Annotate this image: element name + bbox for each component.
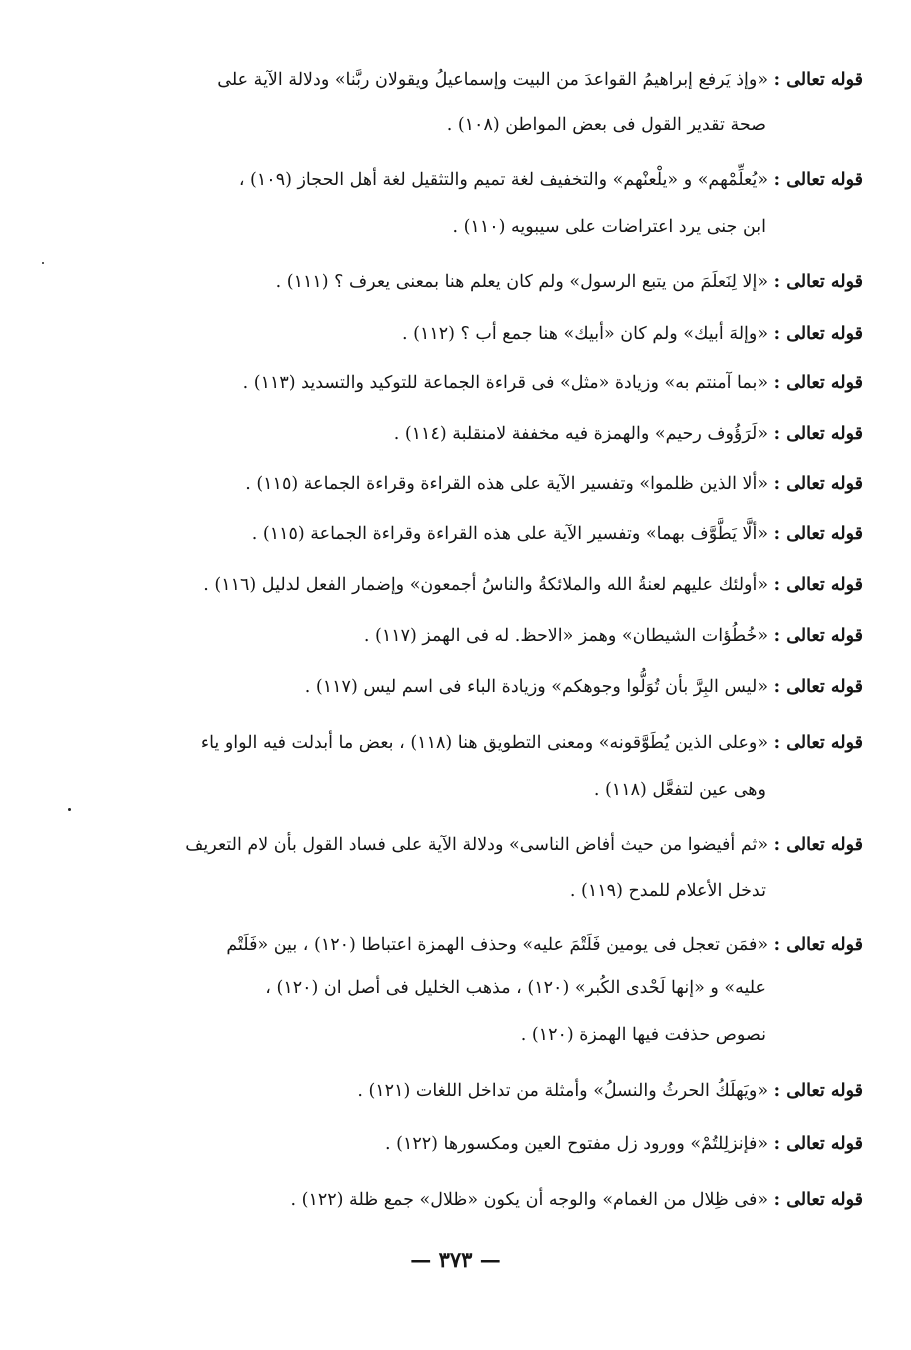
entry-line (364, 626, 863, 646)
entry-line (239, 170, 863, 190)
entry-continuation: عليه» و «إنها لَحْدى الكُبر» (١٢٠) ، مذهب الخليل فى أصل ان (١٢٠) ، (265, 978, 766, 998)
entry-text: «ألَّا يَطَّوَّف بهما» وتفسير الآية على هذه القراءة وقراءة الجماعة (١١٥) . (251, 524, 769, 544)
scan-speck (68, 808, 71, 811)
entry-text: «فإنزلِلتُمْ» وورود زل مفتوح العين ومكسورها (١٢٢) . (385, 1134, 769, 1154)
entry-label: قوله تعالى : (773, 575, 863, 595)
entry-line (203, 575, 863, 595)
entry-text: «وإذ يَرفع إبراهيمُ القواعدَ من البيت وإسماعيلُ ويقولان ربَّنا» ودلالة الآية على (217, 70, 769, 90)
entry-text: «أولئك عليهم لعنةُ الله والملائكةُ والناسُ أجمعون» وإضمار الفعل لدليل (١١٦) . (203, 575, 769, 595)
entry-label: قوله تعالى : (773, 170, 863, 190)
entry-label: قوله تعالى : (773, 324, 863, 344)
entry-text: «ويَهلَكُ الحرثُ والنسلُ» وأمثلة من تداخل اللغات (١٢١) . (357, 1081, 769, 1101)
entry-line (394, 424, 863, 444)
entry-label: قوله تعالى : (773, 935, 863, 955)
entry-line (245, 474, 863, 494)
entry-line (291, 1190, 863, 1210)
entry-text: «ثم أفيضوا من حيث أفاض الناسى» ودلالة الآية على فساد القول بأن لام التعريف (185, 835, 769, 855)
entry-continuation: صحة تقدير القول فى بعض المواطن (١٠٨) . (446, 115, 766, 135)
entry-label: قوله تعالى : (773, 677, 863, 697)
entry-label: قوله تعالى : (773, 1190, 863, 1210)
entry-text: «ليس البِرَّ بأن تُوَلُّوا وجوهكم» وزيادة الباء فى اسم ليس (١١٧) . (304, 677, 769, 697)
entry-text: «يُعلِّمْهم» و «يلْعنْهم» والتخفيف لغة تميم والتثقيل لغة أهل الحجاز (١٠٩) ، (238, 170, 769, 190)
entry-line (385, 1134, 863, 1154)
entry-label: قوله تعالى : (773, 424, 863, 444)
entry-line (305, 677, 863, 697)
entry-line (185, 835, 863, 855)
entry-text: «لَرَؤُوف رحيم» والهمزة فيه مخففة لامنقلبة (١١٤) . (393, 424, 769, 444)
entry-text: «وإلهَ أبيك» ولم كان «أبيك» هنا جمع أب ؟ (١١٢) . (401, 324, 769, 344)
entry-label: قوله تعالى : (773, 835, 863, 855)
entry-text: «إلا لِنَعلَمَ من يتبع الرسول» ولم كان يعلم هنا بمعنى يعرف ؟ (١١١) . (275, 272, 769, 292)
page-number: — ٣٧٣ — (410, 1247, 501, 1272)
entry-text: «بما آمنتم به» وزيادة «مثل» فى قراءة الجماعة للتوكيد والتسديد (١١٣) . (242, 373, 769, 393)
entry-label: قوله تعالى : (773, 733, 863, 753)
entry-line (217, 70, 863, 90)
entry-label: قوله تعالى : (773, 70, 863, 90)
entry-text: «وعلى الذين يُطَوَّقونه» ومعنى التطويق هنا (١١٨) ، بعض ما أبدلت فيه الواو ياء (200, 733, 769, 753)
entry-text: «فمَن تعجل فى يومين فَلَتْمَ عليه» وحذف الهمزة اعتباطا (١٢٠) ، بين «فَلَتْم (226, 935, 769, 955)
entry-line (357, 1081, 863, 1101)
entry-continuation: وهى عين لتفعَّل (١١٨) . (593, 780, 766, 800)
entry-line (402, 324, 863, 344)
entry-label: قوله تعالى : (773, 626, 863, 646)
entry-continuation: ابن جنى يرد اعتراضات على سيبويه (١١٠) . (452, 217, 766, 237)
entry-line (276, 272, 863, 292)
entry-continuation: تدخل الأعلام للمدح (١١٩) . (569, 881, 766, 901)
entry-label: قوله تعالى : (773, 272, 863, 292)
entry-line (201, 733, 863, 753)
entry-label: قوله تعالى : (773, 474, 863, 494)
entry-label: قوله تعالى : (773, 1081, 863, 1101)
entry-line (226, 935, 863, 955)
entry-text: «خُطُؤات الشيطان» وهمز «الاحظ. له فى الهمز (١١٧) . (363, 626, 769, 646)
entry-text: «فى ظِلال من الغمام» والوجه أن يكون «ظلال» جمع ظلة (١٢٢) . (290, 1190, 769, 1210)
entry-continuation: نصوص حذفت فيها الهمزة (١٢٠) . (520, 1025, 766, 1045)
entry-label: قوله تعالى : (773, 1134, 863, 1154)
entry-label: قوله تعالى : (773, 524, 863, 544)
entry-line (252, 524, 863, 544)
entry-label: قوله تعالى : (773, 373, 863, 393)
scan-speck (42, 262, 44, 264)
entry-text: «ألا الذين ظلموا» وتفسير الآية على هذه القراءة وقراءة الجماعة (١١٥) . (245, 474, 769, 494)
entry-line (243, 373, 863, 393)
